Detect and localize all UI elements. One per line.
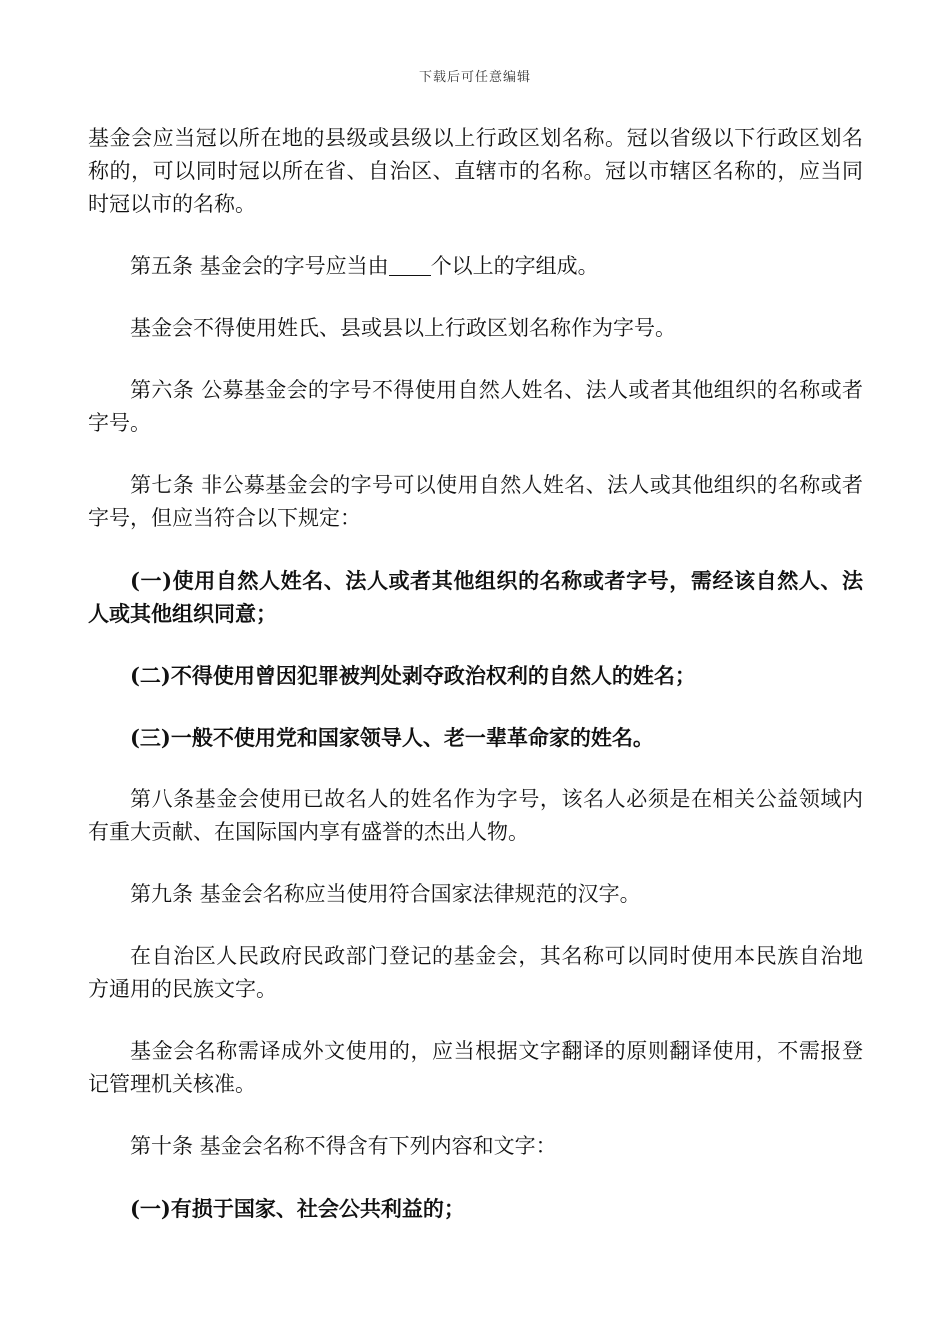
paragraph-article-7-item-1: (一)使用自然人姓名、法人或者其他组织的名称或者字号，需经该自然人、法人或其他组织同意； [88,568,863,626]
paragraph-article-6: 第六条 公募基金会的字号不得使用自然人姓名、法人或者其他组织的名称或者字号。 [88,378,863,435]
paragraph-article-10: 第十条 基金会名称不得含有下列内容和文字： [130,1134,557,1158]
paragraph-article-7: 第七条 非公募基金会的字号可以使用自然人姓名、法人或其他组织的名称或者字号，但应当符合以下规定： [88,473,863,530]
article-5-text-end: 个以上的字组成。 [430,254,599,278]
paragraph-foreign-translation: 基金会名称需译成外文使用的，应当根据文字翻译的原则翻译使用，不需报登记管理机关核准。 [88,1039,863,1096]
paragraph-ethnic-script: 在自治区人民政府民政部门登记的基金会，其名称可以同时使用本民族自治地方通用的民族文字。 [88,944,863,1001]
paragraph-article-9: 第九条 基金会名称应当使用符合国家法律规范的汉字。 [130,882,641,906]
header-note: 下载后可任意编辑 [418,70,531,85]
fill-in-blank [389,254,431,276]
document-body [88,122,863,1254]
paragraph-article-7-item-3: (三)一般不使用党和国家领导人、老一辈革命家的姓名。 [130,725,654,750]
article-5-text-start: 第五条 基金会的字号应当由 [130,254,389,278]
paragraph-article-8: 第八条基金会使用已故名人的姓名作为字号，该名人必须是在相关公益领域内有重大贡献、在国际国内享有盛誉的杰出人物。 [88,787,863,844]
paragraph-name-prefix-rule: 基金会应当冠以所在地的县级或县级以上行政区划名称。冠以省级以下行政区划名称的，可以同时冠以所在省、自治区、直辖市的名称。冠以市辖区名称的，应当同时冠以市的名称。 [88,126,863,216]
paragraph-article-5 [88,250,863,283]
paragraph-article-10-item-1: (一)有损于国家、社会公共利益的； [130,1196,465,1221]
paragraph-article-7-item-2: (二)不得使用曾因犯罪被判处剥夺政治权利的自然人的姓名； [130,663,696,688]
paragraph-surname-restriction: 基金会不得使用姓氏、县或县以上行政区划名称作为字号。 [130,316,676,340]
